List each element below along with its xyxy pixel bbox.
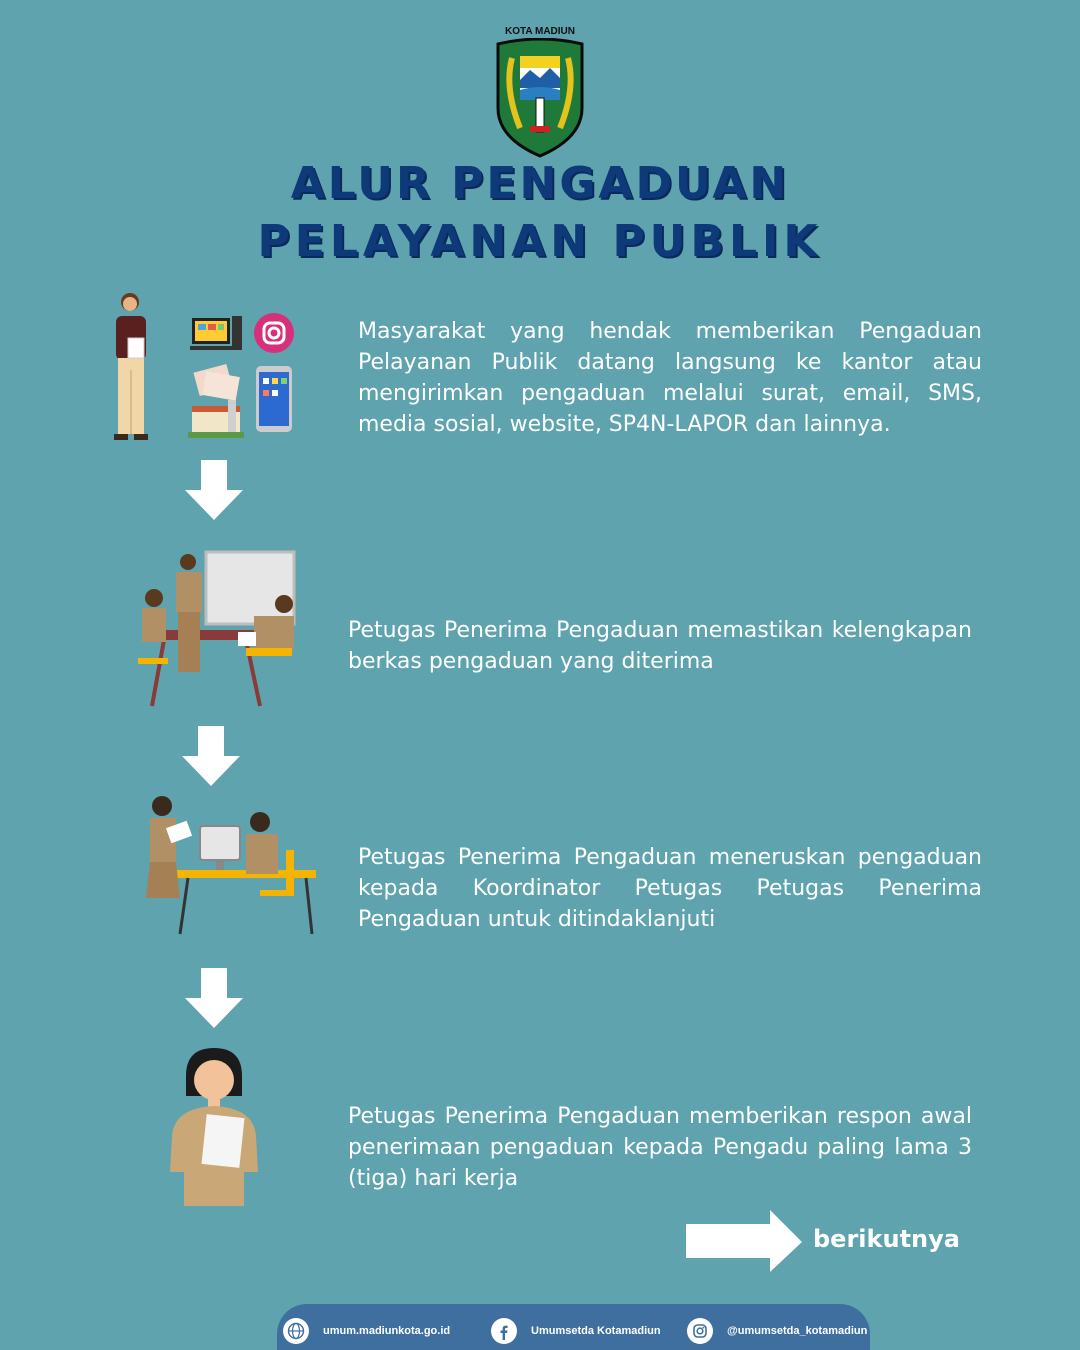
- emblem-caption: KOTA MADIUN: [505, 26, 575, 37]
- footer-bar: [277, 1304, 870, 1350]
- footer-facebook[interactable]: [491, 1318, 661, 1344]
- page-title-line2: PELAYANAN PUBLIK: [257, 216, 823, 267]
- arrow-down-icon: [183, 968, 245, 1030]
- footer-website[interactable]: [283, 1318, 450, 1344]
- emblem-shield-icon: [490, 38, 590, 158]
- next-link[interactable]: berikutnya: [813, 1225, 960, 1253]
- step1-illustration: [104, 290, 304, 450]
- footer-instagram-label: @umumsetda_kotamadiun: [727, 1325, 868, 1337]
- step2-illustration: [134, 550, 304, 714]
- step4-text: Petugas Penerima Pengaduan memberikan respon awal penerimaan pengaduan kepada Pengadu paling lama 3 (tiga) hari kerja: [348, 1104, 972, 1191]
- footer-instagram[interactable]: [687, 1318, 867, 1344]
- step4-illustration: [164, 1046, 264, 1212]
- step3-text: Petugas Penerima Pengaduan meneruskan pengaduan kepada Koordinator Petugas Petugas Penerima Pengaduan untuk ditindaklanjuti: [358, 845, 982, 932]
- page-title-line1: ALUR PENGADUAN: [290, 158, 790, 209]
- step2-text: Petugas Penerima Pengaduan memastikan kelengkapan berkas pengaduan yang diterima: [348, 618, 972, 674]
- arrow-right-icon[interactable]: [686, 1210, 804, 1274]
- arrow-down-icon: [183, 460, 245, 522]
- globe-icon: [283, 1318, 309, 1344]
- step1-text: Masyarakat yang hendak memberikan Pengaduan Pelayanan Publik datang langsung ke kantor atau mengirimkan pengaduan melalui surat, email, SMS, media sosial, website, SP4N-LAPOR dan lainnya.: [358, 319, 982, 437]
- arrow-down-icon: [180, 726, 242, 788]
- instagram-icon: [687, 1318, 713, 1344]
- facebook-icon: [491, 1318, 517, 1344]
- footer-facebook-label: Umumsetda Kotamadiun: [531, 1325, 661, 1337]
- city-emblem: [488, 26, 592, 158]
- step3-illustration: [140, 794, 318, 940]
- footer-website-label: umum.madiunkota.go.id: [323, 1325, 451, 1337]
